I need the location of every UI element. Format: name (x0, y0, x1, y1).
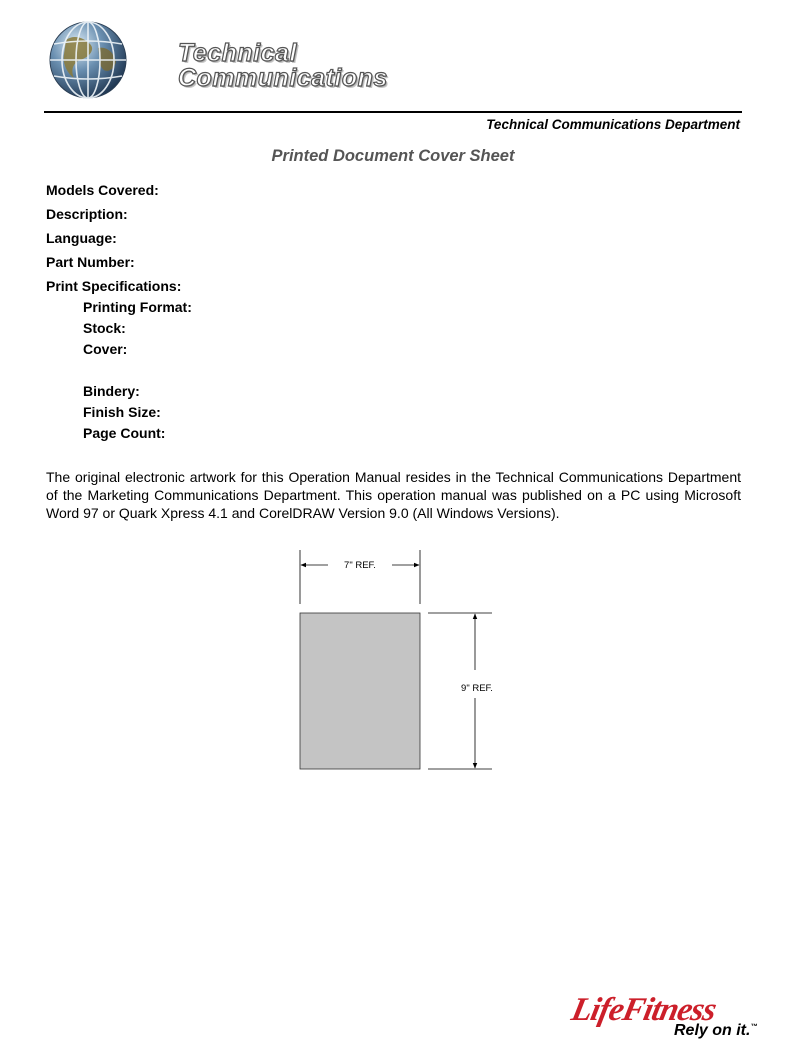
stock-label: Stock: (83, 320, 126, 336)
tagline (674, 1022, 757, 1040)
logo-text-line1: Technical (178, 39, 297, 67)
trademark-symbol: ™ (750, 1023, 758, 1031)
globe-icon (44, 18, 134, 102)
description-label: Description: (46, 206, 128, 222)
life-fitness-wordmark: LifeFitness (568, 992, 719, 1028)
page-rectangle (300, 613, 420, 769)
language-label: Language: (46, 230, 117, 246)
finish-size-label: Finish Size: (83, 404, 161, 420)
cover-label: Cover: (83, 341, 128, 357)
height-ref-label: 9" REF. (461, 683, 493, 694)
print-specifications-label: Print Specifications: (46, 278, 182, 294)
page-title: Printed Document Cover Sheet (271, 147, 515, 165)
width-ref-label: 7" REF. (344, 560, 376, 571)
models-covered-label: Models Covered: (46, 182, 159, 198)
page-count-label: Page Count: (83, 425, 166, 441)
part-number-label: Part Number: (46, 254, 135, 270)
page-size-diagram (280, 540, 520, 790)
tagline-text: Rely on it. (674, 1022, 751, 1039)
logo-text-line2: Communications (178, 64, 388, 92)
department-name: Technical Communications Department (486, 117, 740, 132)
life-fitness-logo (566, 992, 776, 1044)
technical-communications-logo (44, 18, 388, 102)
printing-format-label: Printing Format: (83, 299, 192, 315)
body-paragraph: The original electronic artwork for this Operation Manual resides in the Technical Communications Department of the Marketing Communications Department. This operation manual was published on a PC using Microsoft Word 97 or Quark Xpress 4.1 and CorelDRAW Version 9.0 (All Windows Versions). (46, 469, 741, 521)
header-divider (44, 111, 742, 113)
bindery-label: Bindery: (83, 383, 140, 399)
